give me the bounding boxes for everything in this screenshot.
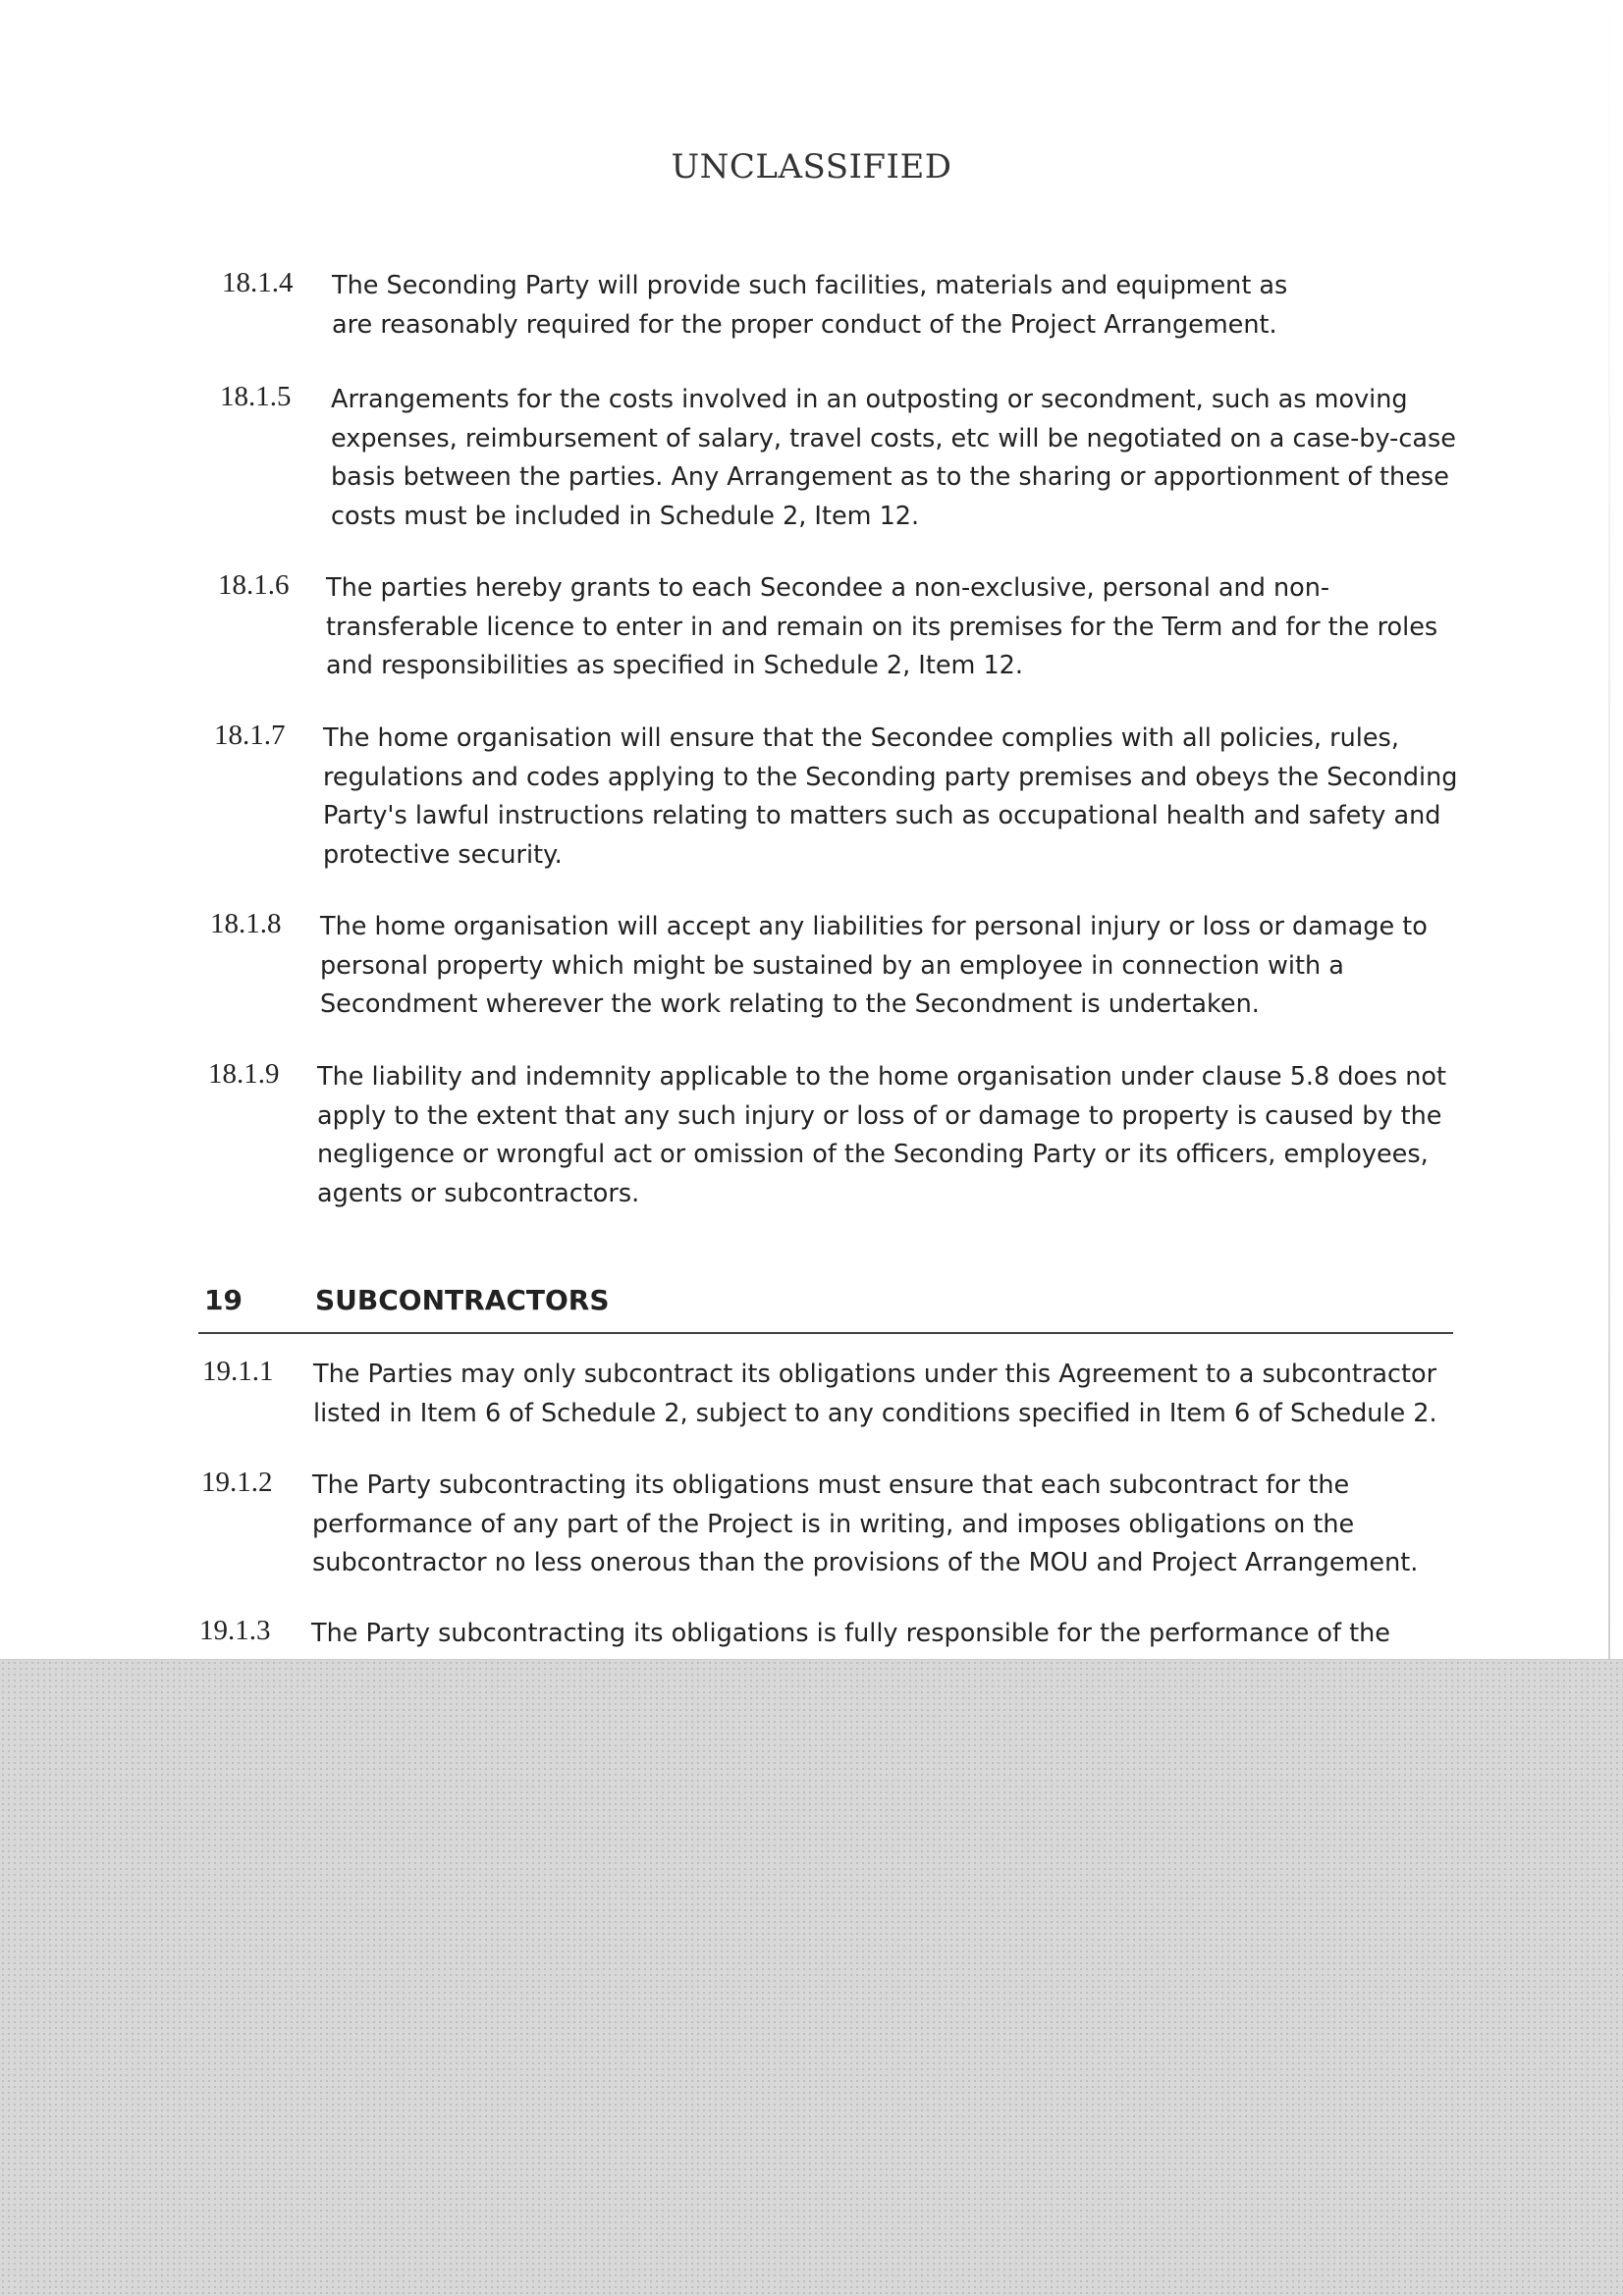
section-title: SUBCONTRACTORS [315,1284,610,1316]
classification-marking: UNCLASSIFIED [671,147,952,187]
clause-text: Arrangements for the costs involved in an outposting or secondment, such as moving expenses, reimbursement of salary, travel costs, etc will be negotiated on a case-by-case basis between the parties. Any Arrangement as to the sharing or apportionment of these costs must be included in Schedule 2, Item 12. [331,385,1456,531]
clause-text: The Seconding Party will provide such facilities, materials and equipment as are reasonably required for the proper conduct of the Project Arrangement. [332,271,1288,340]
clause-number: 19.1.1 [202,1356,274,1387]
clause-number: 18.1.7 [214,720,286,751]
section-number: 19 [204,1284,243,1316]
clause-text: The Party subcontracting its obligations is fully responsible for the performance of the [311,1619,1390,1648]
clause-text: The home organisation will accept any liabilities for personal injury or loss or damage to personal property which might be sustained by an employee in connection with a Secondment wherever the work relating to the Secondment is undertaken. [320,912,1428,1019]
clause-text: The Parties may only subcontract its obligations under this Agreement to a subcontractor listed in Item 6 of Schedule 2, subject to any conditions specified in Item 6 of Schedule 2. [313,1360,1437,1428]
clause-number: 18.1.6 [218,569,290,601]
section-divider [198,1332,1453,1334]
scan-page-edge [1608,0,1610,1659]
clause-number: 18.1.9 [208,1058,280,1090]
clause-number: 19.1.3 [199,1615,271,1646]
clause-text: The Party subcontracting its obligations must ensure that each subcontract for the performance of any part of the Project is in writing, and imposes obligations on the subcontractor no less onerous than the provisions of the MOU and Project Arrangement. [312,1470,1419,1577]
clause-text: The parties hereby grants to each Secondee a non-exclusive, personal and non-transferable licence to enter in and remain on its premises for the Term and for the roles and responsibilities as specified in Schedule 2, Item 12. [326,573,1438,680]
clause-text: The home organisation will ensure that the Secondee complies with all policies, rules, regulations and codes applying to the Seconding party premises and obeys the Seconding Party's lawful instructions relating to matters such as occupational health and safety and protective security. [323,723,1458,870]
clause-number: 18.1.4 [222,267,294,298]
clause-number: 18.1.5 [220,381,292,412]
clause-number: 18.1.8 [210,908,282,939]
clause-number: 19.1.2 [201,1467,273,1498]
redaction-overlay [0,1659,1623,2296]
clause-text: The liability and indemnity applicable to the home organisation under clause 5.8 does not apply to the extent that any such injury or loss of or damage to property is caused by the negligence or wrongful act or omission of the Seconding Party or its officers, employees, agents or subcontractors. [317,1062,1446,1208]
